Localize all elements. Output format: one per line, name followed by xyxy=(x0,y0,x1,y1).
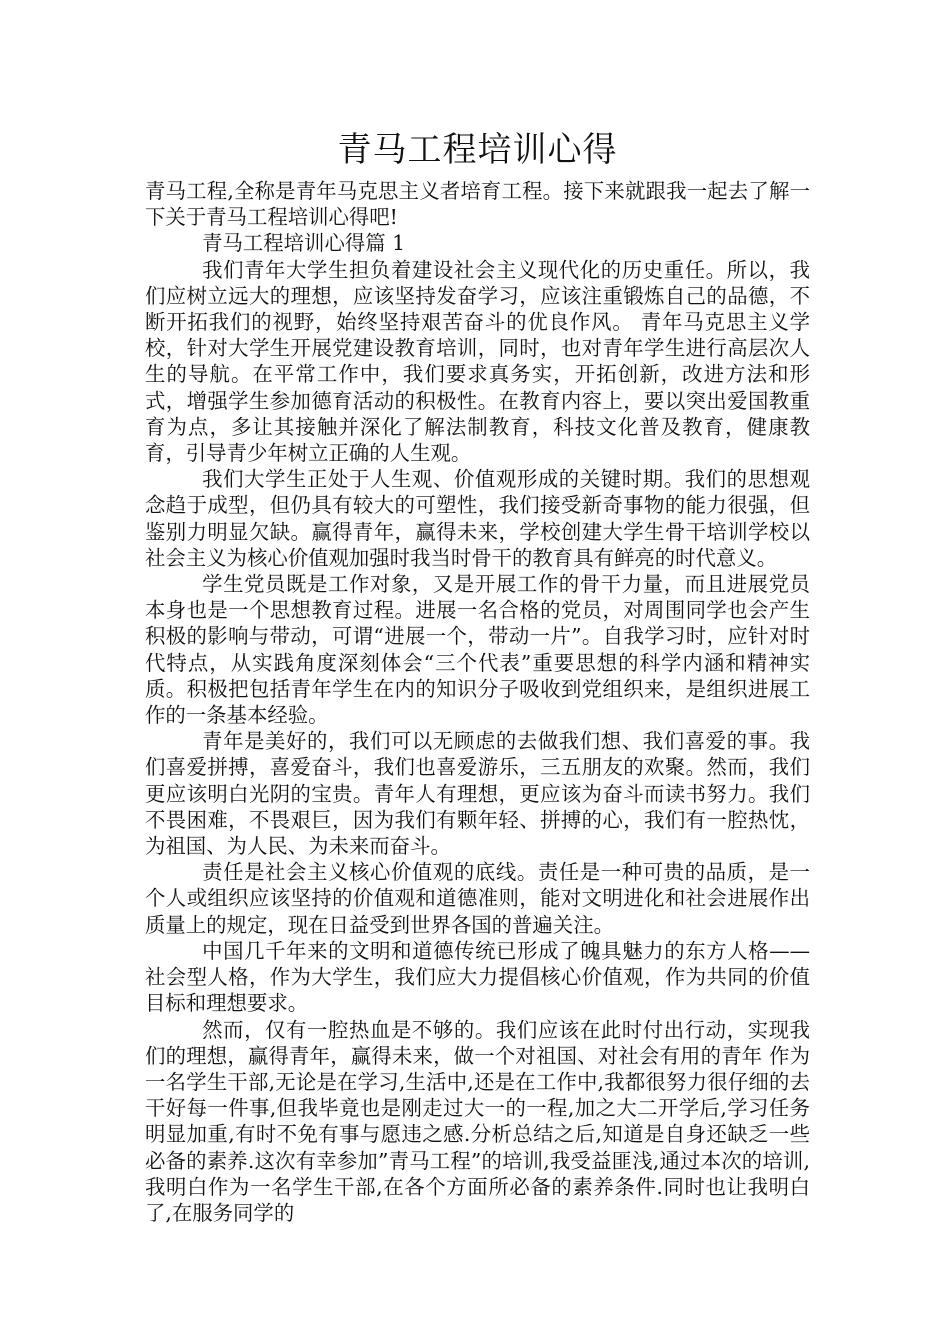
intro-paragraph: 青马工程,全称是青年马克思主义者培育工程。接下来就跟我一起去了解一下关于青马工程培训心得吧! xyxy=(145,179,810,230)
body-paragraph: 然而，仅有一腔热血是不够的。我们应该在此时付出行动，实现我们的理想，赢得青年，赢得未来，做一个对祖国、对社会有用的青年 作为一名学生干部,无论是在学习,生活中,还是在工作中,我都很努力很仔细的去干好每一件事,但我毕竟也是刚走过大一的一程,加之大二开学后,学习任务明显加重,有时不免有事与愿违之感.分析总结之后,知道是自身还缺乏一些必备的素养.这次有幸参加”青马工程”的培训,我受益匪浅,通过本次的培训,我明白作为一名学生干部,在各个方面所必备的素养条件.同时也让我明白了,在服务同学的 xyxy=(145,1017,810,1225)
body-paragraph: 学生党员既是工作对象，又是开展工作的骨干力量，而且进展党员本身也是一个思想教育过程。进展一名合格的党员，对周围同学也会产生积极的影响与带动，可谓“进展一个，带动一片”。自我学习时，应针对时代特点，从实践角度深刻体会“三个代表”重要思想的科学内涵和精神实质。积极把包括青年学生在内的知识分子吸收到党组织来，是组织进展工作的一条基本经验。 xyxy=(145,572,810,728)
document-page xyxy=(145,128,810,1226)
body-paragraph: 我们青年大学生担负着建设社会主义现代化的历史重任。所以，我们应树立远大的理想，应该坚持发奋学习，应该注重锻炼自己的品德，不断开拓我们的视野，始终坚持艰苦奋斗的优良作风。 青年马克思主义学校，针对大学生开展党建设教育培训，同时，也对青年学生进行高层次人生的导航。在平常工作中，我们要求真务实，开拓创新，改进方法和形式，增强学生参加德育活动的积极性。在教育内容上，要以突出爱国教重育为点，多让其接触并深化了解法制教育，科技文化普及教育，健康教育，引导青少年树立正确的人生观。 xyxy=(145,257,810,466)
body-paragraph: 我们大学生正处于人生观、价值观形成的关键时期。我们的思想观念趋于成型，但仍具有较大的可塑性，我们接受新奇事物的能力很强，但鉴别力明显欠缺。赢得青年，赢得未来，学校创建大学生骨干培训学校以社会主义为核心价值观加强时我当时骨干的教育具有鲜亮的时代意义。 xyxy=(145,467,810,570)
section-heading: 青马工程培训心得篇 1 xyxy=(202,231,406,256)
body-paragraph: 青年是美好的，我们可以无顾虑的去做我们想、我们喜爱的事。我们喜爱拼搏，喜爱奋斗，我们也喜爱游乐，三五朋友的欢聚。然而，我们更应该明白光阴的宝贵。青年人有理想，更应该为奋斗而读书努力。我们不畏困难，不畏艰巨，因为我们有颗年轻、拼搏的心，我们有一腔热忱，为祖国、为人民、为未来而奋斗。 xyxy=(145,729,810,859)
body-paragraph: 中国几千年来的文明和道德传统已形成了魄具魅力的东方人格——社会型人格，作为大学生，我们应大力提倡核心价值观，作为共同的价值目标和理想要求。 xyxy=(145,938,810,1016)
document-title: 青马工程培训心得 xyxy=(337,130,618,170)
body-paragraph: 责任是社会主义核心价值观的底线。责任是一种可贵的品质，是一个人或组织应该坚持的价值观和道德准则，能对文明进化和社会进展作出质量上的规定，现在日益受到世界各国的普遍关注。 xyxy=(145,860,810,937)
